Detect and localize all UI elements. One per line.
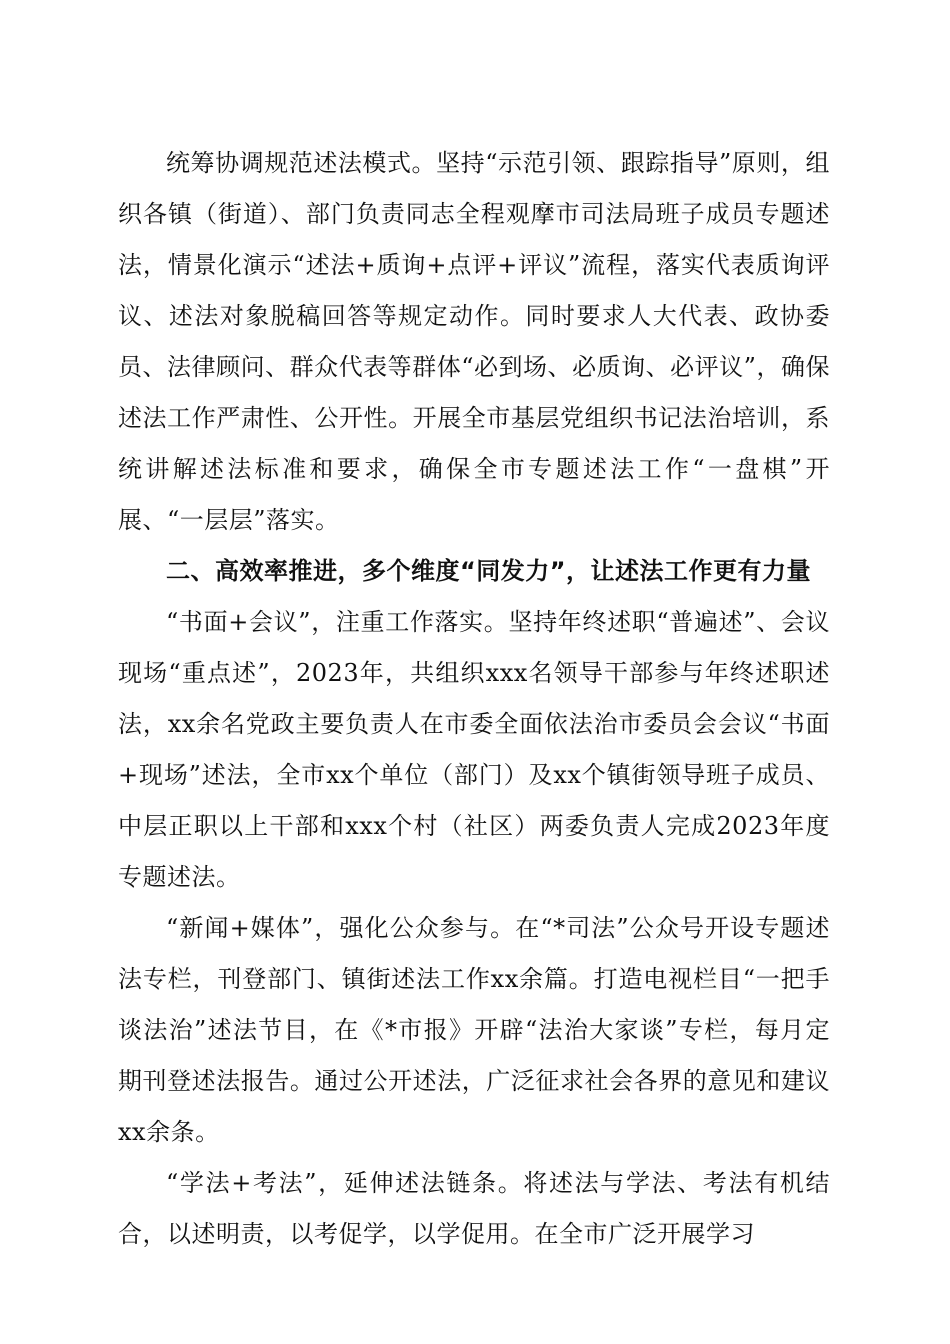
paragraph-learn-exam: “学法+考法”，延伸述法链条。将述法与学法、考法有机结合，以述明责，以考促学，以学促用。在全市广泛开展学习 <box>118 1169 830 1248</box>
section-heading-two: 二、高效率推进，多个维度“同发力”，让述法工作更有力量 <box>166 557 812 585</box>
paragraph-news-media: “新闻+媒体”，强化公众参与。在“*司法”公众号开设专题述法专栏，刊登部门、镇街述法工作xx余篇。打造电视栏目“一把手谈法治”述法节目，在《*市报》开辟“法治大家谈”专栏，每月定期刊登述法报告。通过公开述法，广泛征求社会各界的意见和建议xx余条。 <box>118 914 830 1146</box>
paragraph-coordination-model: 统筹协调规范述法模式。坚持“示范引领、跟踪指导”原则，组织各镇（街道）、部门负责同志全程观摩市司法局班子成员专题述法，情景化演示“述法+质询+点评+评议”流程，落实代表质询评议、述法对象脱稿回答等规定动作。同时要求人大代表、政协委员、法律顾问、群众代表等群体“必到场、必质询、必评议”，确保述法工作严肃性、公开性。开展全市基层党组织书记法治培训，系统讲解述法标准和要求，确保全市专题述法工作“一盘棋”开展、“一层层”落实。 <box>118 149 830 534</box>
document-body <box>118 138 830 1260</box>
paragraph-written-meeting: “书面+会议”，注重工作落实。坚持年终述职“普遍述”、会议现场“重点述”，2023年，共组织xxx名领导干部参与年终述职述法，xx余名党政主要负责人在市委全面依法治市委员会会议“书面+现场”述法，全市xx个单位（部门）及xx个镇街领导班子成员、中层正职以上干部和xxx个村（社区）两委负责人完成2023年度专题述法。 <box>118 608 830 891</box>
